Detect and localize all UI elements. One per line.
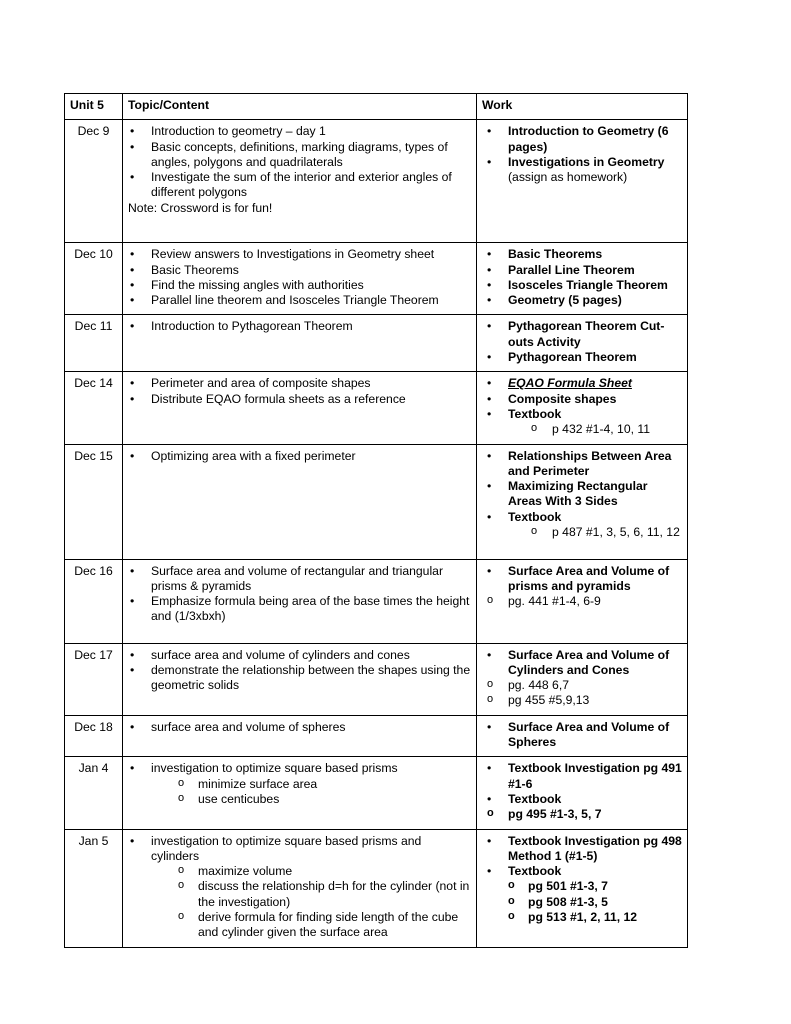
row-topics <box>123 120 477 243</box>
work-item: • Textbook <box>482 407 682 422</box>
row-date: Dec 14 <box>65 372 123 444</box>
row-work <box>477 444 688 559</box>
table-row <box>65 444 688 559</box>
topic-item: • Optimizing area with a fixed perimeter <box>128 449 471 464</box>
topic-item: • surface area and volume of cylinders and cones <box>128 648 471 663</box>
work-item: • Geometry (5 pages) <box>482 293 682 308</box>
row-work <box>477 372 688 444</box>
row-topics <box>123 315 477 372</box>
table-row <box>65 829 688 947</box>
work-item: • Basic Theorems <box>482 247 682 262</box>
topic-subitem: o use centicubes <box>128 792 471 807</box>
topic-item: • Introduction to geometry – day 1 <box>128 124 471 139</box>
topic-subitem: o derive formula for finding side length of the cube and cylinder given the surface area <box>128 910 471 941</box>
row-topics <box>123 559 477 643</box>
work-item: • Surface Area and Volume of Spheres <box>482 720 682 751</box>
work-item <box>482 376 682 391</box>
work-subitem: o p 487 #1, 3, 5, 6, 11, 12 <box>482 525 682 540</box>
topic-subitem: o minimize surface area <box>128 777 471 792</box>
topic-item: • Emphasize formula being area of the base times the height and (1/3xbxh) <box>128 594 471 625</box>
work-item: • Textbook <box>482 510 682 525</box>
topic-subitem: o discuss the relationship d=h for the cylinder (not in the investigation) <box>128 879 471 910</box>
row-topics <box>123 243 477 315</box>
row-topics <box>123 444 477 559</box>
table-row <box>65 243 688 315</box>
topic-item: • Find the missing angles with authorities <box>128 278 471 293</box>
table-row <box>65 372 688 444</box>
work-subitem <box>482 910 682 925</box>
row-work <box>477 120 688 243</box>
topic-item: • Investigate the sum of the interior and exterior angles of different polygons <box>128 170 471 201</box>
work-subitem <box>482 879 682 894</box>
topic-item: • Basic concepts, definitions, marking diagrams, types of angles, polygons and quadrilaterals <box>128 140 471 171</box>
topic-item: • Distribute EQAO formula sheets as a reference <box>128 392 471 407</box>
topic-item: • Surface area and volume of rectangular and triangular prisms & pyramids <box>128 564 471 595</box>
work-subitem <box>482 895 682 910</box>
row-date: Dec 17 <box>65 643 123 715</box>
row-topics <box>123 715 477 757</box>
topic-item: • Review answers to Investigations in Geometry sheet <box>128 247 471 262</box>
row-date: Dec 9 <box>65 120 123 243</box>
row-date: Dec 11 <box>65 315 123 372</box>
row-work <box>477 715 688 757</box>
row-date: Jan 5 <box>65 829 123 947</box>
work-item: • Textbook <box>482 792 682 807</box>
table-row <box>65 559 688 643</box>
topic-subitem: o maximize volume <box>128 864 471 879</box>
work-item: • Relationships Between Area and Perimeter <box>482 449 682 480</box>
work-item: • Surface Area and Volume of Cylinders and Cones <box>482 648 682 679</box>
table-row <box>65 715 688 757</box>
table-row <box>65 757 688 829</box>
work-subitem-text: pg 513 #1, 2, 11, 12 <box>528 910 638 925</box>
header-topic: Topic/Content <box>123 94 477 120</box>
work-subitem: o pg 495 #1-3, 5, 7 <box>482 807 682 822</box>
work-subitem: o pg 455 #5,9,13 <box>482 693 682 708</box>
work-subitem: o p 432 #1-4, 10, 11 <box>482 422 682 437</box>
work-subitem-text: pg 508 #1-3, 5 <box>528 894 608 909</box>
topic-item: • investigation to optimize square based prisms <box>128 761 471 776</box>
row-work <box>477 757 688 829</box>
work-subitem: o pg. 441 #1-4, 6-9 <box>482 594 682 609</box>
table-row <box>65 120 688 243</box>
schedule-table <box>64 93 688 948</box>
topic-item: • Perimeter and area of composite shapes <box>128 376 471 391</box>
topic-item: • investigation to optimize square based prisms and cylinders <box>128 834 471 865</box>
header-unit: Unit 5 <box>65 94 123 120</box>
row-topics <box>123 372 477 444</box>
row-work <box>477 829 688 947</box>
row-date: Dec 16 <box>65 559 123 643</box>
work-item-suffix: (assign as homework) <box>508 170 628 185</box>
header-work: Work <box>477 94 688 120</box>
eqao-formula-sheet-link[interactable]: EQAO Formula Sheet <box>508 376 632 391</box>
work-item: • Maximizing Rectangular Areas With 3 Sides <box>482 479 682 510</box>
work-subitem-text: pg 501 #1-3, 7 <box>528 879 608 894</box>
work-item: • Parallel Line Theorem <box>482 263 682 278</box>
topic-item: • Parallel line theorem and Isosceles Triangle Theorem <box>128 293 471 308</box>
work-item: • Isosceles Triangle Theorem <box>482 278 682 293</box>
table-row <box>65 315 688 372</box>
work-item: • Pythagorean Theorem Cut-outs Activity <box>482 319 682 350</box>
row-work <box>477 315 688 372</box>
work-item: • Composite shapes <box>482 392 682 407</box>
table-row <box>65 643 688 715</box>
topic-note: Note: Crossword is for fun! <box>128 200 273 215</box>
row-topics <box>123 643 477 715</box>
topic-item: • Introduction to Pythagorean Theorem <box>128 319 471 334</box>
row-work <box>477 559 688 643</box>
row-date: Dec 10 <box>65 243 123 315</box>
work-item: • Textbook Investigation pg 491 #1-6 <box>482 761 682 792</box>
topic-item: • surface area and volume of spheres <box>128 720 471 735</box>
row-topics <box>123 829 477 947</box>
row-work <box>477 243 688 315</box>
work-item <box>482 155 682 186</box>
work-item-text: Investigations in Geometry <box>508 154 665 169</box>
work-item: • Introduction to Geometry (6 pages) <box>482 124 682 155</box>
work-subitem: o pg. 448 6,7 <box>482 678 682 693</box>
topic-item: • Basic Theorems <box>128 263 471 278</box>
work-item: • Surface Area and Volume of prisms and pyramids <box>482 564 682 595</box>
row-topics <box>123 757 477 829</box>
work-item: • Pythagorean Theorem <box>482 350 682 365</box>
work-item: • Textbook Investigation pg 498 Method 1 (#1-5) <box>482 834 682 865</box>
row-date: Jan 4 <box>65 757 123 829</box>
row-date: Dec 18 <box>65 715 123 757</box>
row-date: Dec 15 <box>65 444 123 559</box>
work-item: • Textbook <box>482 864 682 879</box>
header-row <box>65 94 688 120</box>
topic-item: • demonstrate the relationship between the shapes using the geometric solids <box>128 663 471 694</box>
row-work <box>477 643 688 715</box>
